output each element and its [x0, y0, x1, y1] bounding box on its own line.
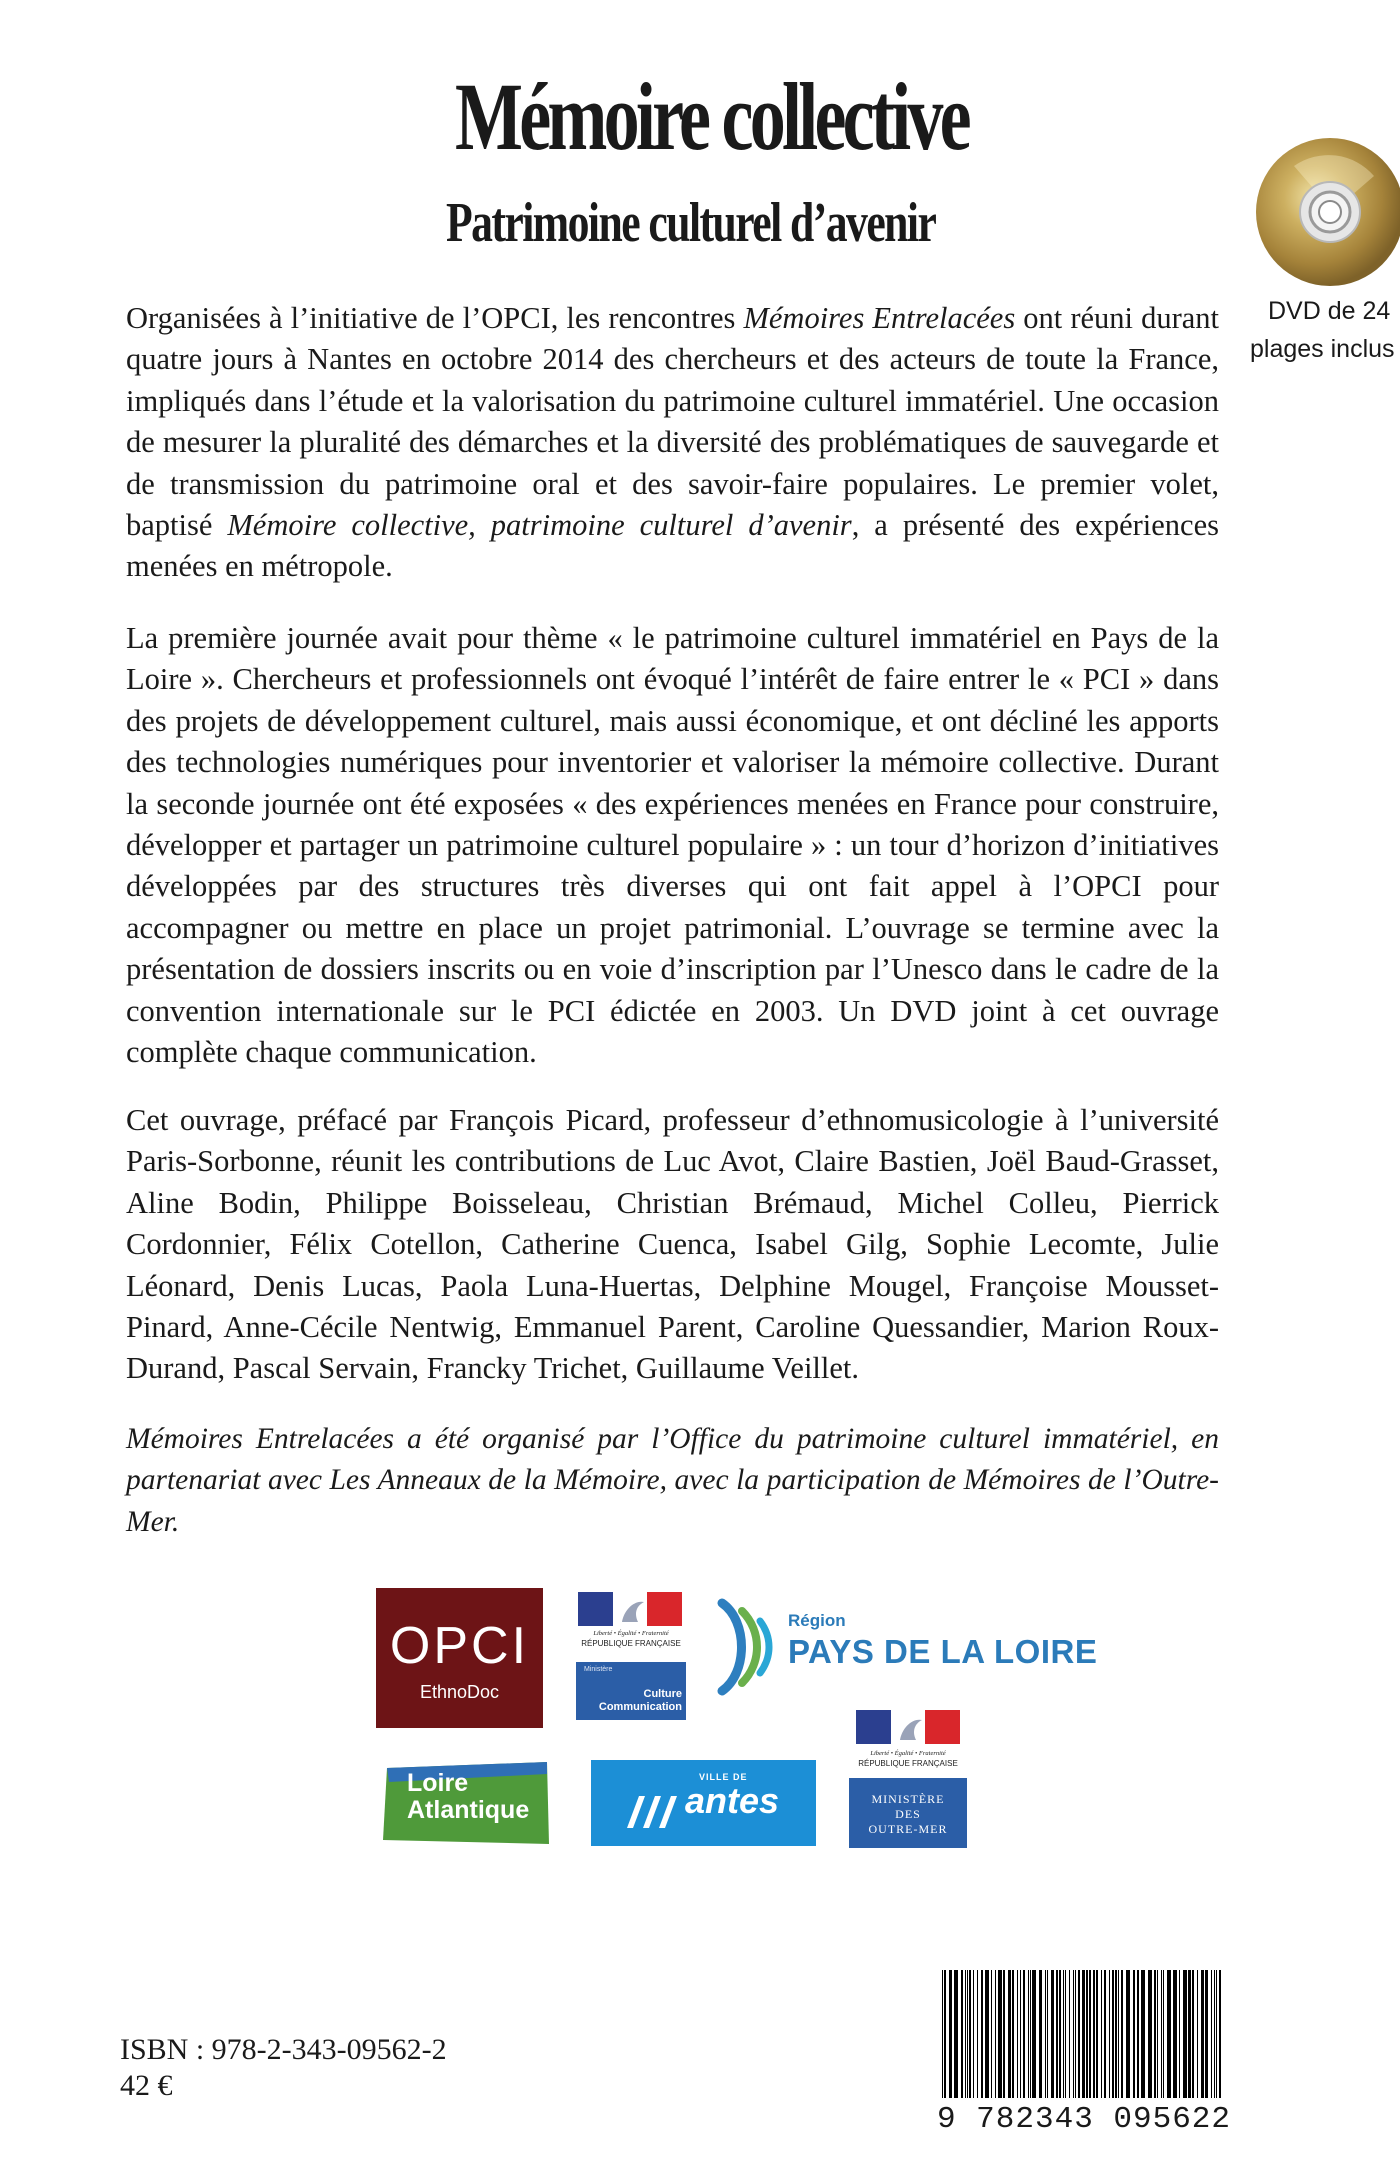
barcode-bar [1078, 1970, 1080, 2098]
barcode-bar [1089, 1970, 1091, 2098]
barcode-bar [1020, 1970, 1021, 2098]
barcode-bar [1109, 1970, 1110, 2098]
barcode-bar [1008, 1970, 1011, 2098]
marianne-flag-icon [578, 1592, 682, 1626]
barcode-bar [1118, 1970, 1119, 2098]
barcode-bar [1214, 1970, 1215, 2098]
barcode-bar [1211, 1970, 1212, 2098]
barcode-bar [1030, 1970, 1031, 2098]
barcode-bar [1192, 1970, 1194, 2098]
nantes-n-mark-icon [623, 1788, 685, 1832]
marianne-flag-icon [856, 1710, 960, 1744]
barcode-bar [969, 1970, 971, 2098]
barcode-bar [1023, 1970, 1025, 2098]
barcode-bar [1163, 1970, 1164, 2098]
barcode-bar [944, 1970, 946, 2098]
barcode-bar [1157, 1970, 1158, 2098]
ministere-culture-logo: Liberté • Égalité • Fraternité RÉPUBLIQUE FRANÇAISE Ministère Culture Communication [576, 1592, 686, 1724]
dvd-caption-line2: plages inclus [1250, 335, 1395, 363]
barcode-bar [1096, 1970, 1098, 2098]
barcode-bar [1063, 1970, 1064, 2098]
paragraph-intro: Organisées à l’initiative de l’OPCI, les rencontres Mémoires Entrelacées ont réuni durant quatre jours à Nantes en octobre 2014 des chercheurs et des acteurs de toute la France, impliqués dans l’étude et la valorisation du patrimoine culturel immatériel. Une occasion de mesurer la pluralité des démarches et la diversité des problématiques de sauvegarde et de transmission du patrimoine oral et des savoir-faire populaires. Le premier volet, baptisé Mémoire collective, patrimoine culturel d’avenir, a présenté des expériences menées en métropole. [126, 301, 1219, 584]
barcode-bar [965, 1970, 966, 2098]
barcode-bar [1173, 1970, 1177, 2098]
barcode-bar [1104, 1970, 1106, 2098]
barcode-bar [1137, 1970, 1139, 2098]
barcode-bar [1045, 1970, 1046, 2098]
barcode-bar [1167, 1970, 1171, 2098]
barcode-bar [1188, 1970, 1191, 2098]
pays-de-la-loire-arcs-icon [708, 1597, 788, 1697]
pays-de-la-loire-name: PAYS DE LA LOIRE [788, 1633, 1098, 1670]
dvd-caption [1250, 292, 1400, 368]
barcode-bar [1086, 1970, 1088, 2098]
dvd-disc-icon [1254, 136, 1400, 288]
barcode-bar [1216, 1970, 1217, 2098]
isbn: ISBN : 978-2-343-09562-2 [120, 2033, 447, 2066]
barcode-bar [1133, 1970, 1135, 2098]
barcode-bar [981, 1970, 983, 2098]
barcode-digits: 9 782343 095622 [936, 2102, 1232, 2137]
barcode-bar [949, 1970, 952, 2098]
barcode-bar [1205, 1970, 1208, 2098]
emphasis-memoires-entrelacees: Mémoires Entrelacées [743, 301, 1016, 335]
barcode-bar [1082, 1970, 1085, 2098]
barcode-bar [1101, 1970, 1102, 2098]
barcode-bar [1154, 1970, 1156, 2098]
barcode-bar [1032, 1970, 1036, 2098]
barcode [936, 1966, 1232, 2140]
paragraph-organizers: Mémoires Entrelacées a été organisé par l’Office du patrimoine culturel immatériel, en partenariat avec Les Anneaux de la Mémoire, avec la participation de Mémoires de l’Outre-Mer. [126, 1423, 1219, 1538]
barcode-bar [1059, 1970, 1061, 2098]
barcode-bar [1183, 1970, 1187, 2098]
barcode-bar [1003, 1970, 1005, 2098]
barcode-bar [954, 1970, 958, 2098]
pays-de-la-loire-logo [708, 1597, 1098, 1697]
book-subtitle: Patrimoine culturel d’avenir [446, 192, 936, 254]
barcode-bar [1051, 1970, 1054, 2098]
loire-atlantique-line1: Loire [407, 1769, 469, 1797]
barcode-bar [1201, 1970, 1204, 2098]
barcode-bar [1056, 1970, 1058, 2098]
emphasis-volume-title: Mémoire collective, patrimoine culturel d’avenir [227, 508, 852, 543]
barcode-bar [1093, 1970, 1095, 2098]
ministere-outre-mer-logo: Liberté • Égalité • Fraternité RÉPUBLIQUE FRANÇAISE MINISTÈRE DES OUTRE-MER [849, 1706, 967, 1848]
book-title: Mémoire collective [455, 63, 968, 170]
dvd-caption-line1: DVD de 24 [1268, 297, 1391, 325]
barcode-bar [1073, 1970, 1074, 2098]
barcode-bar [1065, 1970, 1066, 2098]
opci-logo-text: OPCI [389, 1617, 530, 1675]
price: 42 € [120, 2069, 173, 2102]
barcode-bar [1069, 1970, 1070, 2098]
barcode-bar [1121, 1970, 1123, 2098]
barcode-bar [977, 1970, 978, 2098]
barcode-bar [1028, 1970, 1029, 2098]
ville-de-nantes-logo [591, 1760, 816, 1846]
opci-logo-subtext: EthnoDoc [419, 1682, 500, 1702]
barcode-bar [1017, 1970, 1018, 2098]
barcode-bar [1115, 1970, 1117, 2098]
barcode-bar [1012, 1970, 1014, 2098]
barcode-bar [1148, 1970, 1152, 2098]
barcode-bar [967, 1970, 968, 2098]
barcode-bar [985, 1970, 989, 2098]
loire-atlantique-logo [379, 1760, 555, 1846]
barcode-bar [998, 1970, 1002, 2098]
barcode-bar [1161, 1970, 1162, 2098]
opci-logo [376, 1588, 543, 1728]
barcode-bar [942, 1970, 943, 2098]
loire-atlantique-line2: Atlantique [407, 1796, 530, 1824]
paragraph-program: La première journée avait pour thème « le patrimoine culturel immatériel en Pays de la Loire ». Chercheurs et professionnels ont évoqué l’intérêt de faire entrer le « PCI » dans des projets de développement culturel, mais aussi économique, et ont décliné les apports des technologies numériques pour inventorier et valoriser la mémoire collective. Durant la seconde journée ont été exposées « des expériences menées en France pour construire, développer et partager un patrimoine culturel populaire » : un tour d’horizon d’initiatives développées par des structures très diverses qui ont fait appel à l’OPCI pour accompagner ou mettre en place un projet patrimonial. L’ouvrage se termine avec la présentation de dossiers inscrits ou en voie d’inscription par l’Unesco dans le cadre de la convention internationale sur le PCI édictée en 2003. Un DVD joint à cet ouvrage complète chaque communication. [126, 621, 1219, 1070]
barcode-bar [1047, 1970, 1048, 2098]
pays-de-la-loire-region-label: Région [788, 1611, 846, 1630]
barcode-bar [961, 1970, 963, 2098]
barcode-bar [1179, 1970, 1180, 2098]
barcode-bar [995, 1970, 996, 2098]
barcode-bar [1219, 1970, 1221, 2098]
barcode-bar [973, 1970, 974, 2098]
barcode-bar [1112, 1970, 1114, 2098]
barcode-bar [1141, 1970, 1145, 2098]
nantes-name: antes [685, 1780, 780, 1821]
paragraph-contributors: Cet ouvrage, préfacé par François Picard, professeur d’ethnomusicologie à l’université Paris-Sorbonne, réunit les contributions de Luc Avot, Claire Bastien, Joël Baud-Grasset, Aline Bodin, Philippe Boisseleau, Christian Brémaud, Michel Colleu, Pierrick Cordonnier, Félix Cotellon, Catherine Cuenca, Isabel Gilg, Sophie Lecomte, Julie Léonard, Denis Lucas, Paola Luna-Huertas, Delphine Mougel, Françoise Mousset-Pinard, Anne-Cécile Nentwig, Emmanuel Parent, Caroline Quessandier, Marion Roux-Durand, Pascal Servain, Francky Trichet, Guillaume Veillet. [126, 1103, 1219, 1386]
barcode-bar [1075, 1970, 1076, 2098]
barcode-bars [936, 1966, 1232, 2100]
barcode-bar [1197, 1970, 1198, 2098]
barcode-bar [1126, 1970, 1130, 2098]
barcode-bar [1039, 1970, 1042, 2098]
barcode-bar [991, 1970, 992, 2098]
ville-de-label: VILLE DE [699, 1772, 748, 1782]
